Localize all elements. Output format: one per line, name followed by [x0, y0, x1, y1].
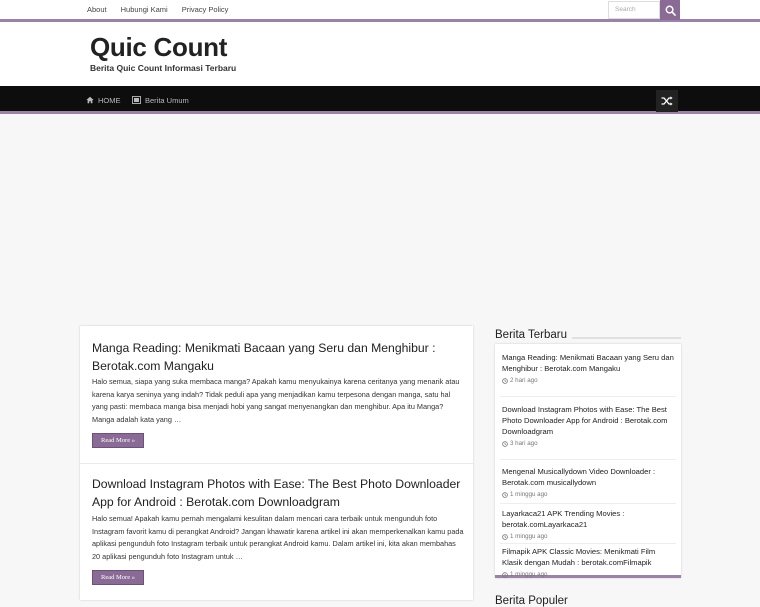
recent-post-time: 1 minggu ago [510, 571, 548, 578]
widget-title: Berita Terbaru [495, 329, 572, 341]
recent-post-title[interactable]: Manga Reading: Menikmati Bacaan yang Seru dan Menghibur : Berotak.com Mangaku [502, 353, 674, 373]
top-nav-privacy-link[interactable]: Privacy Policy [181, 5, 229, 14]
recent-post-time: 3 hari ago [510, 440, 538, 447]
recent-post-item [502, 546, 676, 578]
recent-post-meta [502, 571, 676, 578]
clock-icon [502, 572, 508, 578]
recent-post-separator [500, 543, 676, 544]
nav-item-berita-umum[interactable] [132, 86, 189, 114]
recent-post-time: 1 minggu ago [510, 533, 548, 540]
recent-post-time: 2 hari ago [510, 377, 538, 384]
clock-icon [502, 378, 508, 384]
post-list [80, 326, 473, 600]
recent-post-item [502, 352, 676, 384]
post-divider [80, 463, 473, 464]
recent-post-title[interactable]: Download Instagram Photos with Ease: The Best Photo Downloader App for Android : Berotak.com Downloadgram [502, 405, 668, 436]
recent-post-title[interactable]: Layarkaca21 APK Trending Movies : berotak.comLayarkaca21 [502, 509, 625, 529]
recent-post-meta [502, 377, 676, 384]
recent-post-item [502, 404, 676, 447]
recent-post-item [502, 466, 676, 498]
random-article-button[interactable] [656, 90, 678, 112]
nav-item-berita-umum-label: Berita Umum [145, 95, 189, 105]
read-more-button[interactable]: Read More » [92, 433, 144, 448]
clock-icon [502, 534, 508, 540]
clock-icon [502, 492, 508, 498]
recent-post-meta [502, 491, 676, 498]
search-input[interactable]: Search [608, 1, 660, 19]
site-description: Berita Quic Count Informasi Terbaru [90, 63, 237, 73]
site-header [0, 22, 760, 86]
recent-post-meta [502, 440, 676, 447]
top-nav-contact-link[interactable]: Hubungi Kami [120, 5, 168, 14]
top-nav-about-link[interactable]: About [87, 5, 107, 14]
top-nav [80, 0, 235, 20]
clock-icon [502, 441, 508, 447]
popular-widget-title: Berita Populer [495, 595, 568, 607]
recent-post-item [502, 508, 676, 540]
recent-post-title[interactable]: Filmapik APK Classic Movies: Menikmati Film Klasik dengan Mudah : berotak.comFilmapik [502, 547, 656, 567]
search-icon [665, 5, 676, 16]
recent-post-separator [500, 503, 676, 504]
post-title[interactable]: Manga Reading: Menikmati Bacaan yang Seru dan Menghibur : Berotak.com Mangaku [92, 341, 436, 373]
recent-post-separator [500, 396, 676, 397]
post-excerpt: Halo semua! Apakah kamu pernah mengalami kesulitan dalam mencari cara terbaik untuk mengunduh foto Instagram favorit kamu di perangkat Android? Jangan khawatir karena artikel ini akan memperkenalkan kamu pada aplikasi pengunduh foto Instagram terbaik untuk perangkat Android kamu. Dalam artikel ini, kita akan membahas 20 aplikasi pengunduh foto Instagram untuk … [92, 514, 464, 561]
post-excerpt: Halo semua, siapa yang suka membaca manga? Apakah kamu menyukainya karena ceritanya yang menarik atau karena karya seninya yang indah? Tidak peduli apa yang menjadikan kamu terpesona dengan manga, satu hal yang pasti: membaca manga bisa menjadi hobi yang sangat menyenangkan dan menghibur. Apa itu Manga? Manga adalah kata yang … [92, 377, 460, 424]
nav-item-home[interactable] [86, 86, 121, 114]
recent-post-title[interactable]: Mengenal Musicallydown Video Downloader : Berotak.com musicallydown [502, 467, 656, 487]
top-bar [0, 0, 760, 22]
search-button[interactable] [660, 0, 680, 20]
recent-posts-widget [495, 344, 681, 578]
post-title[interactable]: Download Instagram Photos with Ease: The Best Photo Downloader App for Android : Berotak.com Downloadgram [92, 477, 461, 509]
main-nav [0, 86, 760, 114]
site-title[interactable]: Quic Count [90, 32, 228, 62]
read-more-button[interactable]: Read More » [92, 570, 144, 585]
recent-post-meta [502, 533, 676, 540]
shuffle-icon [661, 96, 673, 106]
recent-post-separator [500, 459, 676, 460]
recent-post-time: 1 minggu ago [510, 491, 548, 498]
category-icon [132, 96, 141, 104]
nav-item-home-label: HOME [98, 95, 121, 105]
home-icon [86, 96, 94, 104]
